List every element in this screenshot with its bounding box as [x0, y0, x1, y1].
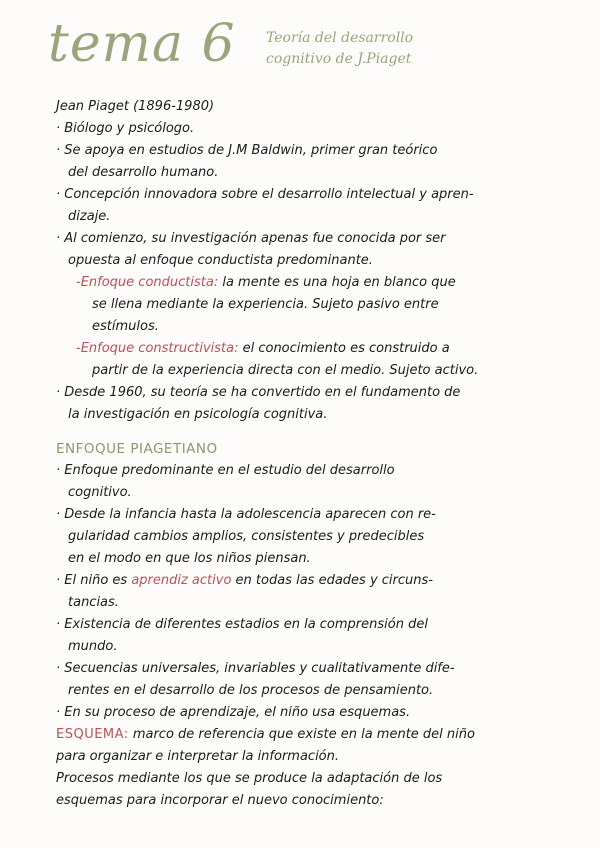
bullet: · Concepción innovadora sobre el desarrollo intelectual y apren-	[56, 187, 474, 202]
sub-bullet-cont: partir de la experiencia directa con el medio. Sujeto activo.	[92, 363, 479, 378]
term-conductista: -Enfoque conductista:	[76, 275, 219, 290]
subtitle-line-2: cognitivo de J.Piaget	[266, 51, 412, 67]
bullet-cont: opuesta al enfoque conductista predominante.	[68, 253, 373, 268]
bullet-text: en todas las edades y circuns-	[231, 573, 433, 588]
bullet: · Se apoya en estudios de J.M Baldwin, primer gran teórico	[56, 143, 438, 158]
bullet: · Desde la infancia hasta la adolescencia aparecen con re-	[56, 507, 436, 522]
definition-cont: para organizar e interpretar la información.	[56, 749, 340, 764]
term-aprendiz-activo: aprendiz activo	[131, 573, 232, 588]
sub-bullet-constructivista	[56, 338, 576, 360]
bullet-cont: mundo.	[68, 639, 118, 654]
bullet: · Al comienzo, su investigación apenas fue conocida por ser	[56, 231, 446, 246]
bullet: · Desde 1960, su teoría se ha convertido en el fundamento de	[56, 385, 461, 400]
bullet-cont: en el modo en que los niños piensan.	[68, 551, 311, 566]
section-heading: ENFOQUE PIAGETIANO	[56, 441, 218, 457]
bullet-cont: tancias.	[68, 595, 119, 610]
bullet-cont: rentes en el desarrollo de los procesos de pensamiento.	[68, 683, 434, 698]
sub-bullet-conductista	[56, 272, 576, 294]
bullet-cont: gularidad cambios amplios, consistentes y predecibles	[68, 529, 425, 544]
bullet: · En su proceso de aprendizaje, el niño usa esquemas.	[56, 705, 411, 720]
sub-bullet-cont: se llena mediante la experiencia. Sujeto pasivo entre	[92, 297, 439, 312]
bullet-cont: cognitivo.	[68, 485, 132, 500]
bullet-text: · El niño es	[56, 573, 132, 588]
page-subtitle	[266, 28, 413, 70]
bullet-cont: la investigación en psicología cognitiva.	[68, 407, 328, 422]
sub-bullet-cont: estímulos.	[92, 319, 159, 334]
definition-text: marco de referencia que existe en la mente del niño	[128, 727, 475, 742]
term-esquema: ESQUEMA:	[56, 727, 129, 742]
esquema-definition	[56, 724, 576, 746]
author-line: Jean Piaget (1896-1980)	[56, 99, 215, 114]
bullet-cont: del desarrollo humano.	[68, 165, 219, 180]
page-title: tema 6	[48, 14, 236, 74]
paragraph-line: Procesos mediante los que se produce la adaptación de los	[56, 771, 443, 786]
notes-body	[56, 96, 576, 812]
sub-bullet-text: el conocimiento es construido a	[238, 341, 450, 356]
bullet: · Secuencias universales, invariables y cualitativamente dife-	[56, 661, 455, 676]
term-constructivista: -Enfoque constructivista:	[76, 341, 239, 356]
sub-bullet-text: la mente es una hoja en blanco que	[218, 275, 456, 290]
bullet-aprendiz	[56, 570, 576, 592]
bullet: · Enfoque predominante en el estudio del desarrollo	[56, 463, 395, 478]
subtitle-line-1: Teoría del desarrollo	[266, 30, 414, 46]
bullet: · Biólogo y psicólogo.	[56, 121, 195, 136]
bullet: · Existencia de diferentes estadios en la comprensión del	[56, 617, 428, 632]
bullet-cont: dizaje.	[68, 209, 111, 224]
paragraph-line: esquemas para incorporar el nuevo conocimiento:	[56, 793, 384, 808]
